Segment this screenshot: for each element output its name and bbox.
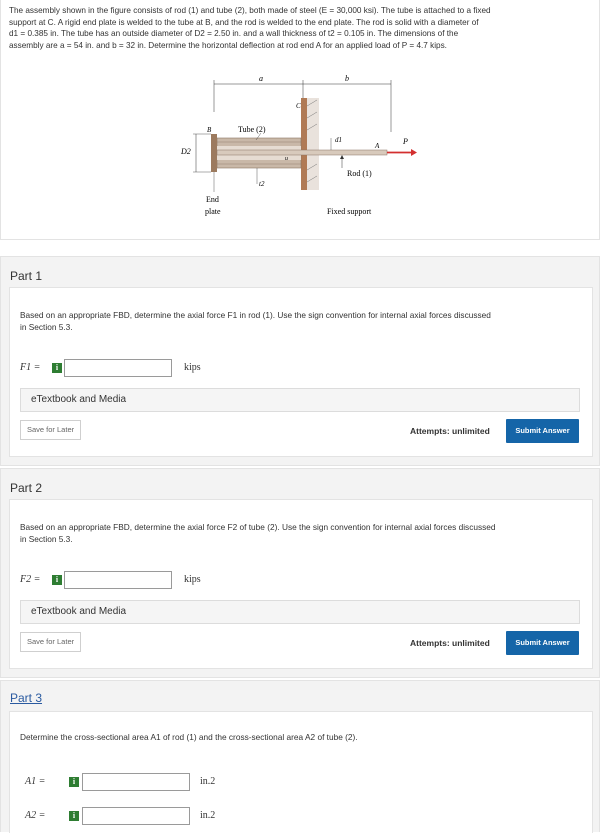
problem-line-1: The assembly shown in the figure consists of rod (1) and tube (2), both made of steel (E = 30,000 ksi). The tube is attached to a fixed xyxy=(9,6,491,15)
problem-line-3: d1 = 0.385 in. The tube has an outside diameter of D2 = 2.50 in. and a wall thickness of t2 = 0.105 in. The dimensions of the xyxy=(9,29,459,39)
a2-input[interactable] xyxy=(82,807,190,825)
save-for-later-button[interactable]: Save for Later xyxy=(20,420,81,440)
d1-label: d1 xyxy=(335,136,342,144)
part-2-unit: kips xyxy=(184,574,201,585)
part-1-question-line-1: Based on an appropriate FBD, determine the axial force F1 in rod (1). Use the sign convention for internal axial forces discussed xyxy=(20,310,491,320)
problem-line-2: support at C. A rigid end plate is welded to the tube at B, and the rod is welded to the end plate. The rod is solid with a diameter of xyxy=(9,17,479,27)
a1-unit: in.2 xyxy=(200,776,216,787)
problem-line-4: assembly are a = 54 in. and b = 32 in. Determine the horizontal deflection at rod end A for an applied load of P = 4.7 kips. xyxy=(9,40,447,50)
problem-statement xyxy=(9,5,594,51)
d2-label: D2 xyxy=(181,147,191,156)
assembly-figure xyxy=(171,72,441,232)
submit-answer-button[interactable]: Submit Answer xyxy=(506,631,579,655)
part-3-a1-row xyxy=(20,772,320,792)
f1-input[interactable] xyxy=(64,359,172,377)
point-c-label: C xyxy=(296,102,301,110)
f2-input[interactable] xyxy=(64,571,172,589)
part-1-unit: kips xyxy=(184,362,201,373)
part-2-question-line-2: in Section 5.3. xyxy=(20,533,73,544)
etextbook-media-button[interactable]: eTextbook and Media xyxy=(20,388,580,412)
part-3-a2-row xyxy=(20,806,320,826)
info-icon[interactable]: i xyxy=(52,575,62,585)
part-2-answer-row xyxy=(20,570,320,590)
part-3-question-line-1: Determine the cross-sectional area A1 of rod (1) and the cross-sectional area A2 of tube (2). xyxy=(20,732,358,742)
attempts-label: Attempts: unlimited xyxy=(410,426,490,436)
part-3-body xyxy=(9,711,593,833)
t2-label: t2 xyxy=(259,180,265,188)
part-2-question xyxy=(20,522,580,545)
end-plate-label-2: plate xyxy=(205,207,221,216)
rod xyxy=(217,150,387,155)
fixed-support-wall xyxy=(301,98,307,190)
info-icon[interactable]: i xyxy=(69,777,79,787)
part-1-title: Part 1 xyxy=(10,269,43,283)
end-plate xyxy=(211,134,217,172)
info-icon[interactable]: i xyxy=(52,363,62,373)
point-a-label: A xyxy=(375,142,380,150)
fixed-support-label: Fixed support xyxy=(327,207,372,216)
part-3-title[interactable]: Part 3 xyxy=(10,691,43,705)
part-2-panel xyxy=(0,468,600,678)
attempts-label: Attempts: unlimited xyxy=(410,638,490,648)
point-b-label: B xyxy=(207,126,212,134)
svg-text:u: u xyxy=(285,156,288,162)
part-2-title: Part 2 xyxy=(10,481,43,495)
part-1-panel xyxy=(0,256,600,466)
etextbook-media-button[interactable]: eTextbook and Media xyxy=(20,600,580,624)
load-p-label: P xyxy=(403,137,408,146)
part-3-question xyxy=(20,732,580,744)
part-2-question-line-1: Based on an appropriate FBD, determine the axial force F2 of tube (2). Use the sign convention for internal axial forces discussed xyxy=(20,522,496,532)
rod-label: Rod (1) xyxy=(347,169,372,178)
dim-b-label: b xyxy=(345,74,349,83)
a2-unit: in.2 xyxy=(200,810,216,821)
part-3-panel xyxy=(0,680,600,832)
load-arrow-icon xyxy=(411,149,417,156)
a2-variable: A2 = xyxy=(25,810,46,821)
part-2-body xyxy=(9,499,593,669)
end-plate-label-1: End xyxy=(206,195,219,204)
part-1-answer-row xyxy=(20,358,320,378)
part-2-variable: F2 = xyxy=(20,574,41,585)
a1-input[interactable] xyxy=(82,773,190,791)
tube-label: Tube (2) xyxy=(238,125,266,134)
part-1-question xyxy=(20,310,580,333)
submit-answer-button[interactable]: Submit Answer xyxy=(506,419,579,443)
part-1-body xyxy=(9,287,593,457)
support-hatch xyxy=(307,98,319,190)
part-1-variable: F1 = xyxy=(20,362,41,373)
dim-a-label: a xyxy=(259,74,263,83)
part-1-question-line-2: in Section 5.3. xyxy=(20,321,73,332)
info-icon[interactable]: i xyxy=(69,811,79,821)
problem-panel xyxy=(0,0,600,240)
save-for-later-button[interactable]: Save for Later xyxy=(20,632,81,652)
a1-variable: A1 = xyxy=(25,776,46,787)
